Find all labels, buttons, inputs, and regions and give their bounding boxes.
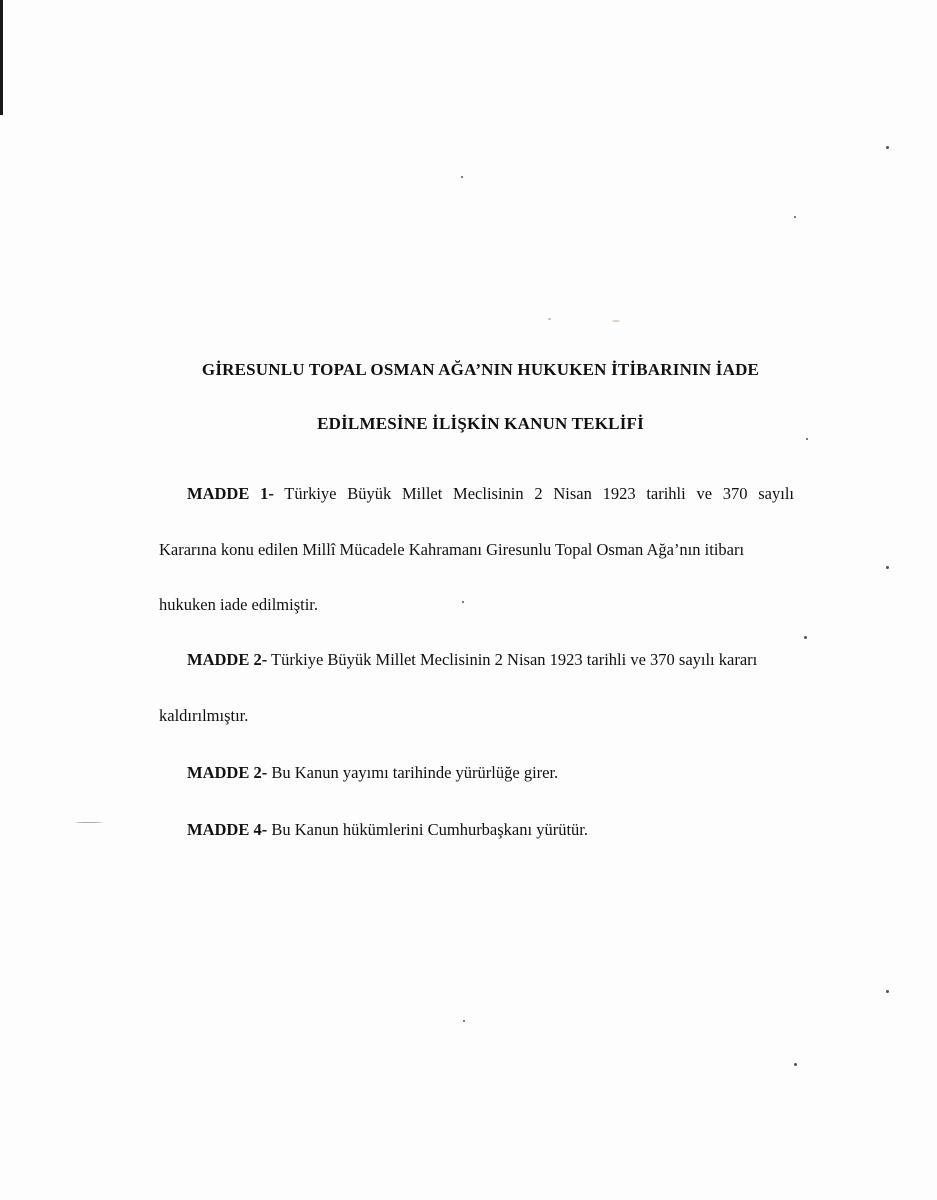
article-4-text-line-1: Bu Kanun hükümlerini Cumhurbaşkanı yürütür.	[271, 820, 589, 839]
article-3-line	[187, 763, 558, 783]
article-1-first-line	[187, 484, 794, 504]
article-1-label: MADDE 1-	[187, 484, 274, 503]
scan-speck	[794, 1063, 797, 1066]
article-3-text-line-1: Bu Kanun yayımı tarihinde yürürlüğe girer.	[271, 763, 559, 782]
scan-speck	[461, 176, 463, 178]
article-2-label: MADDE 2-	[187, 650, 268, 669]
scan-speck	[462, 601, 464, 603]
scan-speck	[886, 566, 889, 569]
scan-edge-shadow	[0, 0, 3, 115]
article-1-text-line-3: hukuken iade edilmiştir.	[159, 595, 319, 614]
article-1-text-line-2: Kararına konu edilen Millî Mücadele Kahramanı Giresunlu Topal Osman Ağa’nın itibarı	[159, 540, 745, 559]
article-2-text-line-2: kaldırılmıştır.	[159, 706, 249, 725]
article-2-text-line-1: Türkiye Büyük Millet Meclisinin 2 Nisan 1923 tarihli ve 370 sayılı kararı	[271, 650, 758, 669]
scan-speck	[886, 990, 889, 993]
article-3-label: MADDE 2-	[187, 763, 268, 782]
scan-speck	[886, 146, 889, 149]
scan-speck	[548, 318, 551, 320]
scan-speck	[794, 216, 796, 218]
scan-speck	[804, 636, 807, 639]
article-1-text-line-1: Türkiye Büyük Millet Meclisinin 2 Nisan 1923 tarihli ve 370 sayılı	[284, 484, 795, 503]
article-4-label: MADDE 4-	[187, 820, 268, 839]
document-title-line-2: EDİLMESİNE İLİŞKİN KANUN TEKLİFİ	[317, 414, 644, 433]
scan-speck	[463, 1020, 465, 1022]
scan-speck	[612, 320, 620, 322]
scan-speck	[806, 438, 808, 440]
document-title-line-1: GİRESUNLU TOPAL OSMAN AĞA’NIN HUKUKEN İTİBARININ İADE	[201, 360, 760, 379]
article-4-line	[187, 820, 588, 840]
scan-speck	[76, 822, 102, 823]
article-2-first-line	[187, 650, 757, 670]
